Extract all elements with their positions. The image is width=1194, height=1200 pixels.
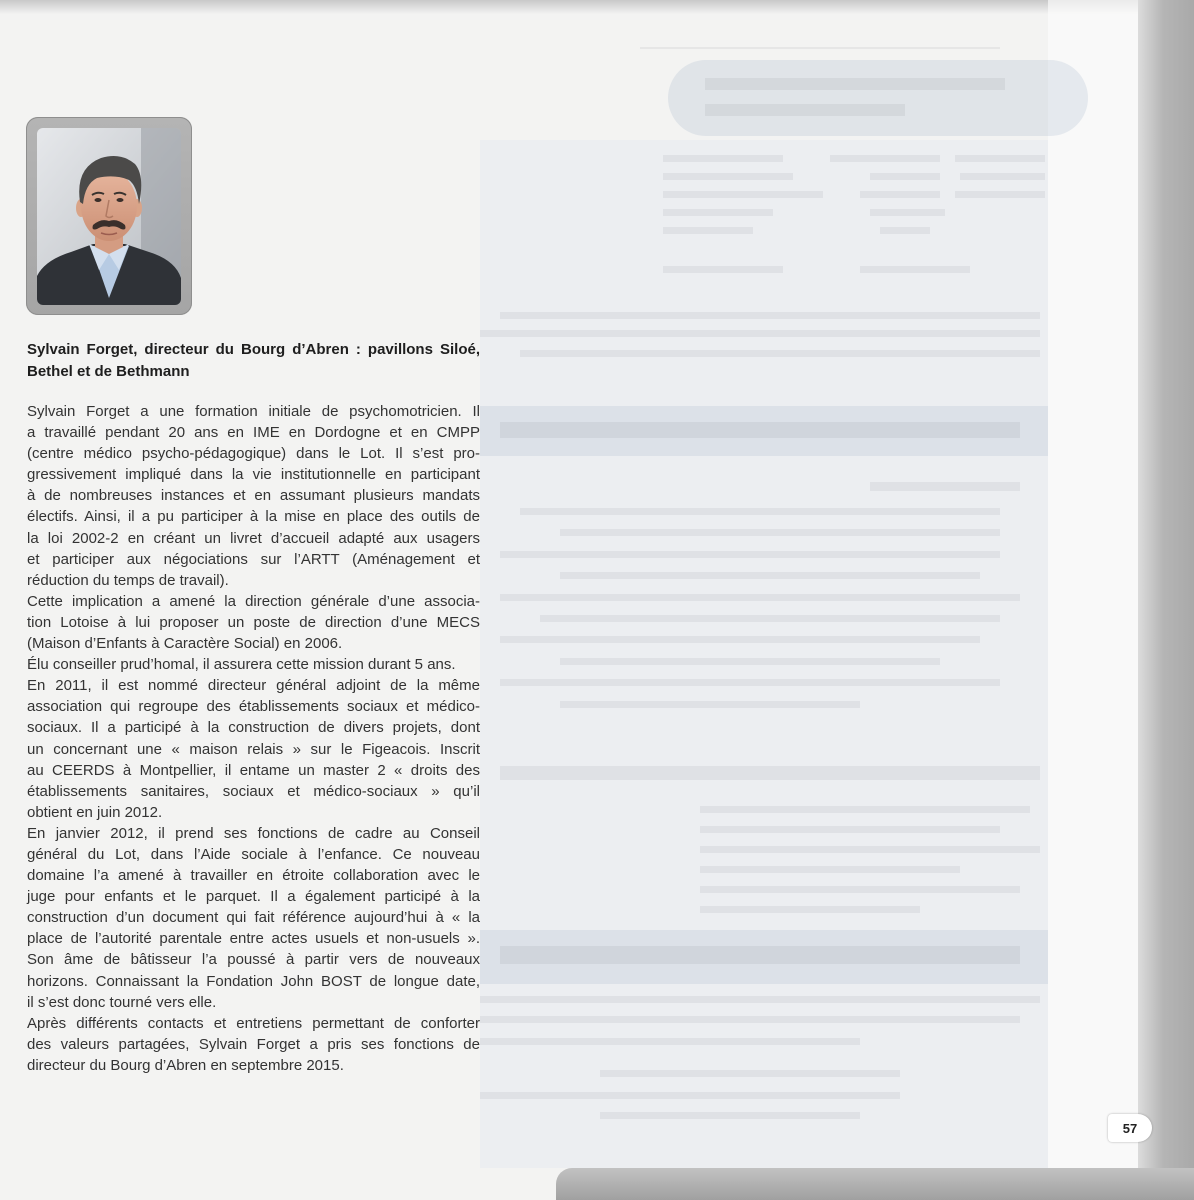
caption-line: Bethel et de Bethmann <box>27 362 190 380</box>
show-through-mark <box>500 422 1020 438</box>
text-line: électifs. Ainsi, il a pu participer à la mise en place des outils de <box>27 508 480 526</box>
text-line: général du Lot, dans l’Aide sociale à l’enfance. Ce nouveau <box>27 845 480 863</box>
show-through-mark <box>500 312 1040 319</box>
text-line: construction d’un document qui fait référence aujourd’hui à « la <box>27 909 480 927</box>
text-line: directeur du Bourg d’Abren en septembre 2015. <box>27 1056 344 1074</box>
show-through-mark <box>870 209 945 216</box>
text-line: à de nombreuses instances et en assumant plusieurs mandats <box>27 487 480 505</box>
text-line: horizons. Connaissant la Fondation John BOST de longue date, <box>27 972 480 990</box>
text-line: Après différents contacts et entretiens permettant de conforter <box>27 1014 480 1032</box>
show-through-mark <box>700 846 1040 853</box>
text-line: il s’est donc tourné vers elle. <box>27 993 217 1011</box>
paragraph <box>27 591 480 654</box>
show-through-mark <box>600 1112 860 1119</box>
paragraph <box>27 401 480 591</box>
portrait-photo <box>37 128 181 305</box>
text-line: réduction du temps de travail). <box>27 571 229 589</box>
show-through-mark <box>540 615 1000 622</box>
show-through-mark <box>663 191 823 198</box>
show-through-mark <box>700 866 960 873</box>
show-through-mark <box>480 330 1040 337</box>
portrait-frame <box>26 117 192 315</box>
page-number-tab <box>1108 1114 1152 1142</box>
profile-caption <box>27 339 480 382</box>
show-through-mark <box>663 173 793 180</box>
show-through-mark <box>700 806 1030 813</box>
show-through-mark <box>560 701 860 708</box>
show-through-mark <box>480 1038 860 1045</box>
show-through-mark <box>560 572 980 579</box>
show-through-mark <box>663 227 753 234</box>
show-through-mark <box>700 826 1000 833</box>
show-through-mark <box>870 482 1020 491</box>
text-line: et participer aux négociations sur l’ARTT (Aménagement et <box>27 550 480 568</box>
text-line: (centre médico psycho-pédagogique) dans le Lot. Il s’est pro- <box>27 445 480 463</box>
paragraph <box>27 1013 480 1076</box>
text-line: domaine l’a amené à travailler en étroite collaboration avec le <box>27 867 480 885</box>
show-through-banner <box>668 60 1088 136</box>
text-line: Son âme de bâtisseur l’a poussé à partir vers de nouveaux <box>27 951 480 969</box>
paragraph <box>27 823 480 1013</box>
show-through-mark <box>860 191 940 198</box>
show-through-mark <box>560 529 1000 536</box>
text-line: établissements sanitaires, sociaux et médico-sociaux » qu’il <box>27 782 480 800</box>
text-line: a travaillé pendant 20 ans en IME en Dordogne et en CMPP <box>27 424 480 442</box>
text-line: Cette implication a amené la direction générale d’une associa- <box>27 592 480 610</box>
show-through-mark <box>700 906 920 913</box>
show-through-mark <box>663 155 783 162</box>
show-through-mark <box>500 679 1000 686</box>
text-line: un concernant une « maison relais » sur le Figeacois. Inscrit <box>27 740 480 758</box>
show-through-mark <box>520 508 1000 515</box>
show-through-mark <box>500 946 1020 964</box>
text-line: association qui regroupe des établissements sociaux et médico- <box>27 698 480 716</box>
show-through-mark <box>870 173 940 180</box>
text-line: obtient en juin 2012. <box>27 803 163 821</box>
show-through-mark <box>663 209 773 216</box>
caption-line: Sylvain Forget, directeur du Bourg d’Abren : pavillons Siloé, <box>27 341 480 358</box>
text-line: Élu conseiller prud’homal, il assurera cette mission durant 5 ans. <box>27 656 456 674</box>
portrait-eye-left <box>95 198 102 202</box>
page-number: 57 <box>1122 1120 1138 1136</box>
text-line: la loi 2002-2 en créant un livret d’accueil adapté aux usagers <box>27 529 480 547</box>
text-line: des valeurs partagées, Sylvain Forget a pris ses fonctions de <box>27 1035 480 1053</box>
show-through-mark <box>640 47 1000 49</box>
show-through-mark <box>700 886 1020 893</box>
show-through-mark <box>480 996 1040 1003</box>
show-through-mark <box>500 594 1020 601</box>
show-through-mark <box>955 191 1045 198</box>
show-through-mark <box>480 1016 1020 1023</box>
biography-text <box>27 401 480 1076</box>
show-through-mark <box>705 78 1005 90</box>
show-through-mark <box>520 350 1040 357</box>
show-through-mark <box>705 104 905 116</box>
text-line: sociaux. Il a participé à la construction de divers projets, dont <box>27 719 480 737</box>
show-through-mark <box>960 173 1045 180</box>
show-through-mark <box>860 266 970 273</box>
text-line: En 2011, il est nommé directeur général adjoint de la même <box>27 677 480 695</box>
show-through-mark <box>500 551 1000 558</box>
paragraph <box>27 654 480 675</box>
show-through-mark <box>480 1092 900 1099</box>
text-line: place de l’autorité parentale entre actes usuels et non-usuels ». <box>27 930 480 948</box>
text-line: juge pour enfants et le parquet. Il a également participé à la <box>27 888 480 906</box>
portrait-image <box>37 128 181 305</box>
text-line: (Maison d’Enfants à Caractère Social) en 2006. <box>27 635 343 653</box>
text-line: au CEERDS à Montpellier, il entame un master 2 « droits des <box>27 761 480 779</box>
text-line: En janvier 2012, il prend ses fonctions de cadre au Conseil <box>27 824 480 842</box>
text-line: Sylvain Forget a une formation initiale de psychomotricien. Il <box>27 403 480 420</box>
show-through-mark <box>560 658 940 665</box>
show-through-mark <box>500 636 980 643</box>
portrait-eye-right <box>117 198 124 202</box>
show-through-mark <box>500 766 1040 780</box>
page-edge-shadow <box>1138 0 1194 1200</box>
show-through-mark <box>955 155 1045 162</box>
show-through-mark <box>880 227 930 234</box>
show-through-mark <box>830 155 940 162</box>
footer-bar <box>556 1168 1194 1200</box>
show-through-mark <box>663 266 783 273</box>
show-through-mark <box>600 1070 900 1077</box>
text-line: tion Lotoise à lui proposer un poste de direction d’une MECS <box>27 613 480 631</box>
text-line: gressivement impliqué dans la vie institutionnelle en participant <box>27 466 480 484</box>
paragraph <box>27 675 480 823</box>
